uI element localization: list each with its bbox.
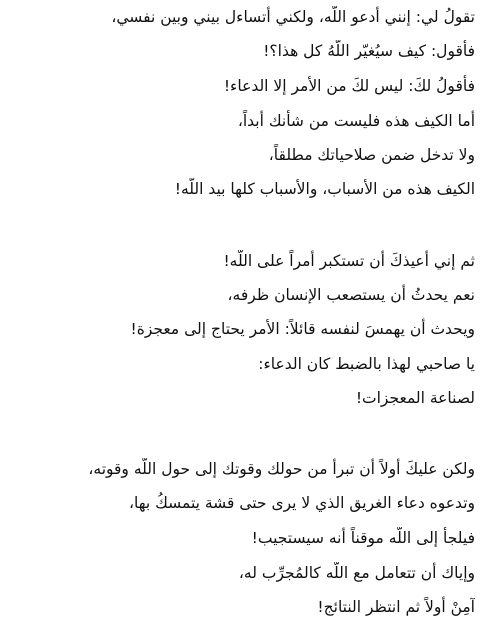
paragraph-1-line-1: تقولُ لي: إنني أدعو اللّه، ولكني أتساءل بيني وبين نفسي،: [111, 8, 475, 26]
paragraph-3-line-3: فيلجأ إلى اللّه موقناً أنه سيستجيب!: [251, 529, 475, 547]
paragraph-2-line-3: ويحدث أن يهمسَ لنفسه قائلاً: الأمر يحتاج إلى معجزة!: [130, 320, 475, 338]
paragraph-2-line-2: نعم يحدثُ أن يستصعب الإنسان ظرفه،: [227, 286, 475, 304]
paragraph-2-line-1: ثم إني أُعيذكَ أن تستكبر أمراً على اللّه!: [223, 252, 475, 270]
paragraph-1-line-6: الكيف هذه من الأسباب، والأسباب كلها بيد اللّه!: [174, 180, 475, 198]
paragraph-1-line-3: فأقولُ لكَ: ليس لكَ من الأمر إلا الدعاء!: [223, 77, 475, 95]
paragraph-1-line-5: ولا تدخل ضمن صلاحياتك مطلقاً،: [268, 146, 475, 164]
paragraph-1-line-4: أما الكيف هذه فليست من شأنك أبداً،: [237, 112, 475, 130]
paragraph-3-line-5: آمِنْ أولاً ثم انتظر النتائج!: [317, 598, 475, 616]
paragraph-2-line-5: لصناعة المعجزات!: [355, 389, 475, 407]
paragraph-1-line-2: فأقول: كيف سيُغيّر اللّهُ كل هذا؟!: [263, 42, 475, 60]
paragraph-2-line-4: يا صاحبي لهذا بالضبط كان الدعاء:: [258, 355, 475, 373]
paragraph-3-line-1: ولكن عليكَ أولاً أن تبرأ من حولك وقوتك إلى حول اللّه وقوته،: [88, 460, 475, 478]
paragraph-3-line-2: وتدعوه دعاء الغريق الذي لا يرى حتى قشة يتمسكُ بها،: [128, 494, 475, 512]
paragraph-3-line-4: وإياك أن تتعامل مع اللّه كالمُجرِّب له،: [238, 564, 475, 582]
